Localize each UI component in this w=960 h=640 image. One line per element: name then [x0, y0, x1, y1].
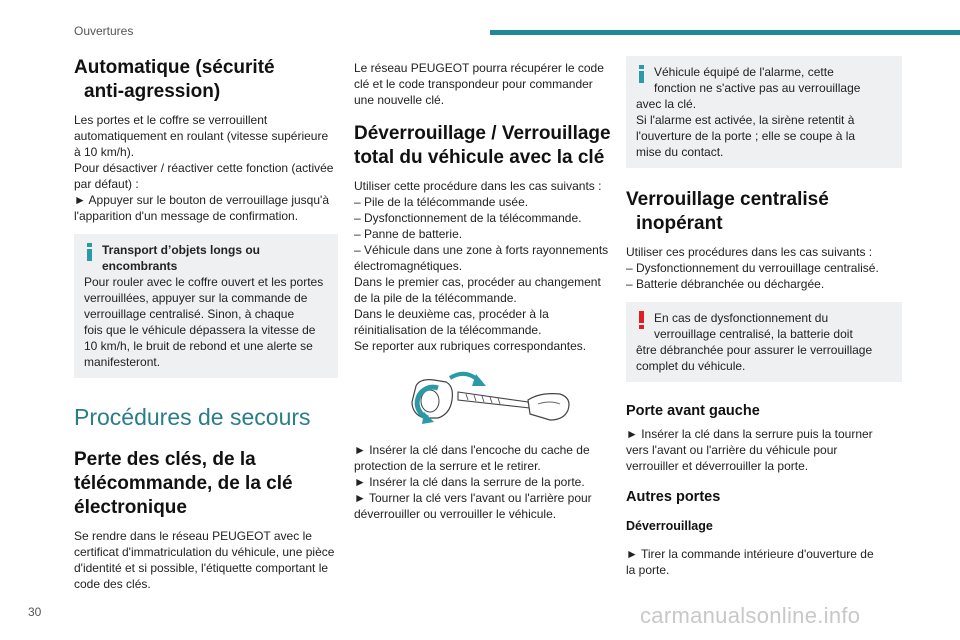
watermark-text: carmanualsonline.info	[640, 603, 861, 628]
paragraph-other-doors: ► Tirer la commande intérieure d'ouverture de la porte.	[626, 547, 874, 577]
heading-central-locking-inoperative: Verrouillage centralisé inopérant	[626, 189, 829, 234]
header-section-title: Ouvertures	[74, 24, 134, 38]
info-note-long-objects: Transport d’objets longs ou encombrants Pour rouler avec le coffre ouvert et les portes verrouillées, appuyer sur la commande de verrouillage centralisé. Sinon, à chaque fois que le véhicule dépassera la vitesse de 10 km/h, le bruit de rebond et une alerte se manifesteront.	[74, 234, 338, 378]
warning-note-body: être débranchée pour assurer le verrouillage complet du véhicule.	[636, 343, 873, 373]
paragraph-lost-keys: Se rendre dans le réseau PEUGEOT avec le certificat d'immatriculation du véhicule, une pièce d'identité et si possible, l'étiquette comportant le code des clés.	[74, 529, 335, 591]
column-2	[354, 56, 618, 522]
note-body: Pour rouler avec le coffre ouvert et les portes verrouillées, appuyer sur la commande de verrouillage centralisé. Sinon, à chaque fois que le véhicule dépassera la vitesse de 10 km/h, le bruit de rebond et une alerte se manifesteront.	[84, 275, 324, 369]
heading-front-left-door: Porte avant gauche	[626, 403, 760, 419]
chapter-title: Procédures de secours	[74, 404, 311, 430]
warning-note-battery: En cas de dysfonctionnement du verrouillage centralisé, la batterie doit être débranchée pour assurer le verrouillage complet du véhicule.	[626, 302, 902, 382]
heading-lost-keys: Perte des clés, de la télécommande, de la clé électronique	[74, 449, 293, 518]
paragraph-peugeot-network: Le réseau PEUGEOT pourra récupérer le code clé et le code transpondeur pour commander une nouvelle clé.	[354, 61, 604, 107]
warning-icon	[634, 310, 650, 330]
page-number: 30	[28, 605, 42, 619]
paragraph-key-steps: ► Insérer la clé dans l'encoche du cache de protection de la serrure et le retirer. ► Insérer la clé dans la serrure de la porte. ► Tourner la clé vers l'avant ou l'arrière pour déverrouiller ou verrouiller le véhicule.	[354, 443, 592, 521]
paragraph-front-left-door: ► Insérer la clé dans la serrure puis la tourner vers l'avant ou l'arrière du véhicule pour verrouiller et déverrouiller la porte.	[626, 427, 873, 473]
heading-automatic-lock: Automatique (sécurité anti-agression)	[74, 57, 275, 102]
key-in-lock-illustration	[354, 364, 618, 436]
column-1	[74, 56, 338, 592]
info-icon	[82, 242, 98, 262]
paragraph-unlock-cases: Utiliser cette procédure dans les cas suivants : – Pile de la télécommande usée. – Dysfonctionnement de la télécommande. – Panne de batterie. – Véhicule dans une zone à forts rayonnements électromagnétiques. Dans le premier cas, procéder au changement de la pile de la télécommande. Dans le deuxième cas, procéder à la réinitialisation de la télécommande. Se reporter aux rubriques correspondantes.	[354, 179, 609, 353]
column-3	[626, 56, 902, 578]
heading-other-doors: Autres portes	[626, 489, 721, 505]
paragraph-automatic-lock: Les portes et le coffre se verrouillent automatiquement en roulant (vitesse supérieure à 10 km/h). Pour désactiver / réactiver cette fonction (activée par défaut) : ► Appuyer sur le bouton de verrouillage jusqu'à l'apparition d'un message de confirmation.	[74, 113, 334, 223]
paragraph-central-cases: Utiliser ces procédures dans les cas suivants : – Dysfonctionnement du verrouillage centralisé. – Batterie débranchée ou déchargée.	[626, 245, 879, 291]
header-accent-bar	[490, 30, 960, 35]
subheading-unlocking: Déverrouillage	[626, 519, 713, 533]
info-icon	[634, 64, 650, 84]
info-note-alarm: Véhicule équipé de l'alarme, cette fonction ne s'active pas au verrouillage avec la clé. Si l'alarme est activée, la sirène retentit à l'ouverture de la porte ; elle se coupe à la mise du contact.	[626, 56, 902, 168]
alarm-note-body: avec la clé. Si l'alarme est activée, la sirène retentit à l'ouverture de la porte ; elle se coupe à la mise du contact.	[636, 97, 856, 159]
heading-unlock-with-key: Déverrouillage / Verrouillage total du véhicule avec la clé	[354, 123, 611, 168]
